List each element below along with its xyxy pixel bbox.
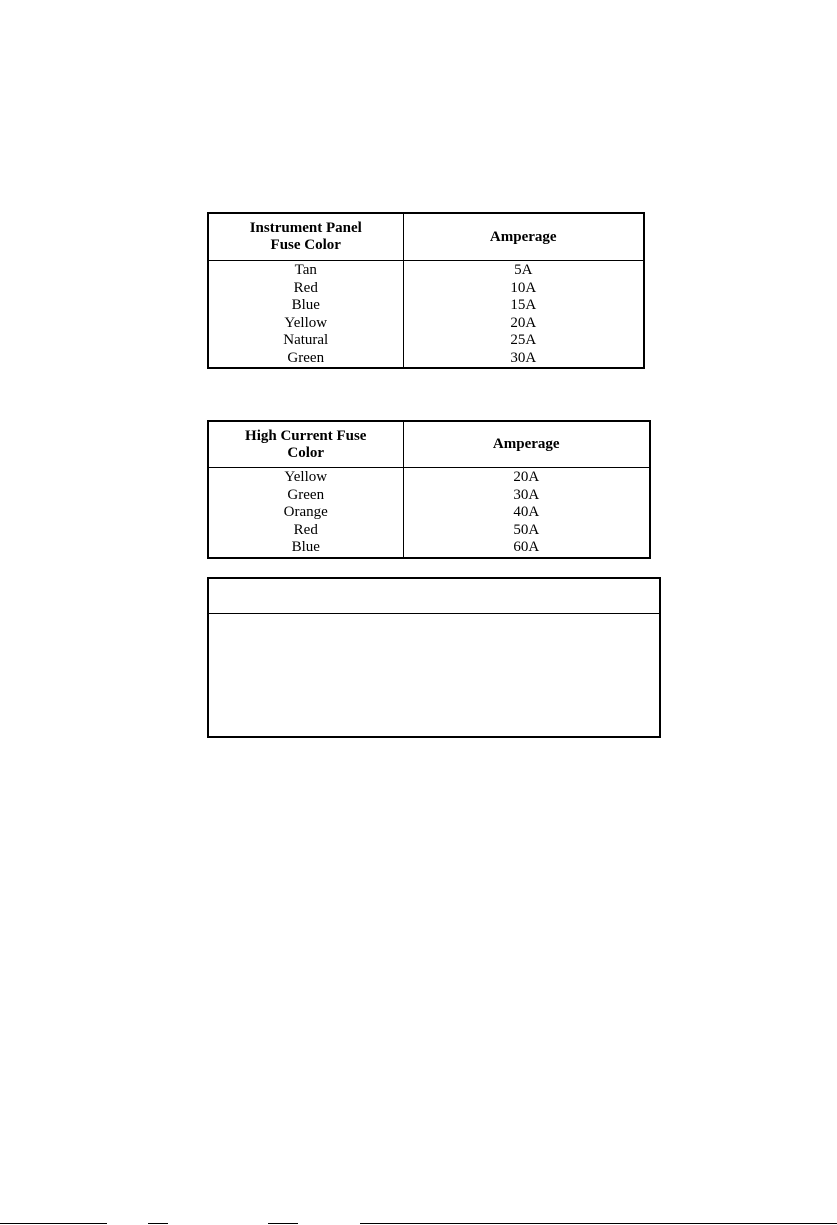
table-row [208,504,650,522]
fuse-color-cell: Red [208,280,403,298]
amperage-cell: 20A [513,469,540,485]
fuse-color-cell: Orange [208,504,403,522]
fuse-color-cell: Yellow [208,468,403,487]
amperage-cell: 5A [514,262,533,278]
fuse-color-cell: Yellow [208,315,403,333]
notice-box-divider [209,613,659,614]
table-row [208,539,650,558]
empty-notice-box [207,577,661,738]
amperage-cell: 40A [513,504,540,520]
table-row [208,350,644,369]
table-row [208,487,650,505]
column-header-color [208,421,403,468]
amperage-cell: 60A [513,539,540,555]
instrument-panel-fuse-table [207,212,645,369]
fuse-color-cell: Blue [208,539,403,558]
fuse-color-cell: Green [208,350,403,369]
high-current-fuse-table [207,420,651,559]
fuse-color-cell: Green [208,487,403,505]
column-header-amperage: Amperage [403,421,650,468]
fuse-color-cell: Blue [208,297,403,315]
table-row [208,332,644,350]
table-row [208,468,650,487]
table-header-row [208,213,644,261]
table-row [208,280,644,298]
table-row [208,261,644,280]
amperage-cell: 30A [513,486,540,503]
amperage-cell: 50A [513,521,540,538]
fuse-color-cell: Tan [208,261,403,280]
header-label: High Current Fuse Color [245,427,367,461]
table-row [208,522,650,540]
table-row [208,297,644,315]
amperage-cell: 25A [510,332,537,348]
amperage-cell: 30A [510,349,537,366]
amperage-cell: 20A [510,314,537,331]
table-row [208,315,644,333]
column-header-amperage: Amperage [403,213,644,261]
amperage-cell: 10A [510,279,537,296]
column-header-color [208,213,403,261]
table-header-row [208,421,650,468]
fuse-color-cell: Red [208,522,403,540]
fuse-color-cell: Natural [208,332,403,350]
page-bottom-scan-marks [0,1221,837,1225]
amperage-cell: 15A [510,297,537,313]
header-label: Instrument Panel Fuse Color [249,220,362,253]
